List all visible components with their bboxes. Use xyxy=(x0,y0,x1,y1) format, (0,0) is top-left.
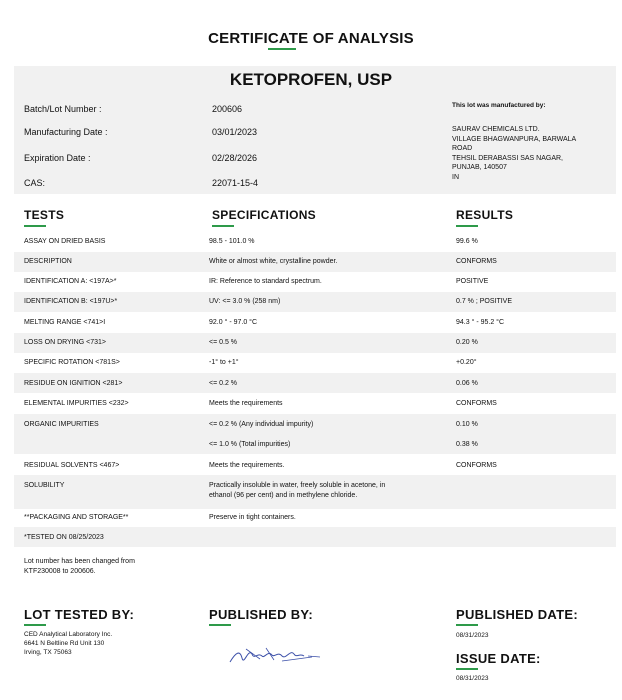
cas-label: CAS: xyxy=(24,178,46,188)
test-name: MELTING RANGE <741>I xyxy=(24,319,106,326)
lot-tested-underline xyxy=(24,624,46,626)
spec-line: ethanol (96 per cent) and in methylene chloride. xyxy=(209,492,358,499)
test-name: SOLUBILITY xyxy=(24,482,65,489)
spec-value: <= 0.2 % (Any individual impurity) xyxy=(209,421,314,428)
result-value: CONFORMS xyxy=(456,258,497,265)
title-underline xyxy=(268,48,296,50)
batch-label: Batch/Lot Number : xyxy=(24,104,102,114)
manufacturer-line: ROAD xyxy=(452,145,473,152)
lot-tested-by-heading: LOT TESTED BY: xyxy=(24,607,135,622)
test-name: IDENTIFICATION B: <197U>* xyxy=(24,298,118,305)
col-results-heading: RESULTS xyxy=(456,208,514,222)
result-value: 0.20 % xyxy=(456,339,478,346)
mfg-date-label: Manufacturing Date : xyxy=(24,127,108,137)
spec-value: 92.0 ° - 97.0 °C xyxy=(209,319,258,326)
test-name: *TESTED ON 08/25/2023 xyxy=(24,534,104,541)
exp-date-label: Expiration Date : xyxy=(24,153,91,163)
test-name: RESIDUE ON IGNITION <281> xyxy=(24,380,123,387)
result-value: POSITIVE xyxy=(456,278,489,285)
test-name: ELEMENTAL IMPURITIES <232> xyxy=(24,400,129,407)
spec-value: UV: <= 3.0 % (258 nm) xyxy=(209,298,281,305)
manufacturer-line: TEHSIL DERABASSI SAS NAGAR, xyxy=(452,154,563,162)
manufacturer-line: PUNJAB, 140507 xyxy=(452,164,507,171)
result-value: 99.6 % xyxy=(456,238,478,245)
manufacturer-line: SAURAV CHEMICALS LTD. xyxy=(452,126,540,133)
published-date-underline xyxy=(456,624,478,626)
row-stripe xyxy=(14,414,616,454)
test-name: ASSAY ON DRIED BASIS xyxy=(24,238,106,245)
spec-value: Meets the requirements xyxy=(209,400,283,407)
signature-stroke xyxy=(230,653,304,662)
result-value: +0.20° xyxy=(456,359,477,366)
results-underline xyxy=(456,225,478,227)
col-tests-heading: TESTS xyxy=(24,208,65,222)
published-date-heading: PUBLISHED DATE: xyxy=(456,607,578,622)
spec-value: <= 0.5 % xyxy=(209,339,238,346)
result-value: 94.3 ° - 95.2 °C xyxy=(456,319,505,326)
published-by-underline xyxy=(209,624,231,626)
test-name: LOSS ON DRYING <731> xyxy=(24,339,106,346)
signature-image xyxy=(226,640,326,670)
specs-underline xyxy=(212,225,234,227)
test-name: SPECIFIC ROTATION <781S> xyxy=(24,359,120,366)
lab-line: Irving, TX 75063 xyxy=(24,649,72,656)
document-title: CERTIFICATE OF ANALYSIS xyxy=(208,30,414,47)
manufacturer-line: VILLAGE BHAGWANPURA, BARWALA xyxy=(452,135,577,143)
spec-value: <= 0.2 % xyxy=(209,380,238,387)
col-specs-heading: SPECIFICATIONS xyxy=(212,208,316,222)
issue-date-value: 08/31/2023 xyxy=(456,675,489,682)
test-name: **PACKAGING AND STORAGE** xyxy=(24,514,129,521)
published-by-heading: PUBLISHED BY: xyxy=(209,607,314,622)
product-name: KETOPROFEN, USP xyxy=(229,70,393,89)
note-line: Lot number has been changed from xyxy=(24,558,135,565)
test-name: RESIDUAL SOLVENTS <467> xyxy=(24,462,120,469)
lot-change-note xyxy=(24,557,135,577)
result-value: 0.7 % ; POSITIVE xyxy=(456,298,513,305)
spec-value: Meets the requirements. xyxy=(209,462,285,469)
spec-value: White or almost white, crystalline powder. xyxy=(209,258,338,265)
spec-value: -1° to +1° xyxy=(209,359,239,366)
result-value: 0.10 % xyxy=(456,421,478,428)
issue-date-underline xyxy=(456,668,478,670)
mfg-date-value: 03/01/2023 xyxy=(212,127,258,137)
tests-underline xyxy=(24,225,46,227)
result-value: 0.06 % xyxy=(456,380,478,387)
published-date-value: 08/31/2023 xyxy=(456,632,489,639)
spec-value: IR: Reference to standard spectrum. xyxy=(209,278,322,285)
manufacturer-title: This lot was manufactured by: xyxy=(452,102,546,109)
manufacturer-line: IN xyxy=(452,173,459,181)
test-name: DESCRIPTION xyxy=(24,258,72,265)
test-name: IDENTIFICATION A: <197A>* xyxy=(24,278,117,285)
spec-value: Preserve in tight containers. xyxy=(209,514,296,521)
batch-value: 200606 xyxy=(212,104,243,114)
lab-address xyxy=(24,630,112,657)
result-value: 0.38 % xyxy=(456,441,478,448)
issue-date-heading: ISSUE DATE: xyxy=(456,651,541,666)
note-line: KTF230008 to 200606. xyxy=(24,568,96,575)
lab-line: CED Analytical Laboratory Inc. xyxy=(24,631,113,638)
signature-tail xyxy=(308,656,320,657)
cas-value: 22071-15-4 xyxy=(212,178,259,188)
spec-line: Practically insoluble in water, freely soluble in acetone, in xyxy=(209,482,386,489)
test-name: ORGANIC IMPURITIES xyxy=(24,421,99,428)
result-value: CONFORMS xyxy=(456,400,497,407)
lab-line: 6641 N Beltline Rd Unit 130 xyxy=(24,640,105,647)
spec-value: <= 1.0 % (Total impurities) xyxy=(209,441,291,448)
exp-date-value: 02/28/2026 xyxy=(212,153,258,163)
result-value: CONFORMS xyxy=(456,462,497,469)
manufacturer-address xyxy=(452,125,602,182)
spec-value xyxy=(209,481,385,501)
row-stripe xyxy=(14,527,616,547)
spec-value: 98.5 - 101.0 % xyxy=(209,238,255,245)
